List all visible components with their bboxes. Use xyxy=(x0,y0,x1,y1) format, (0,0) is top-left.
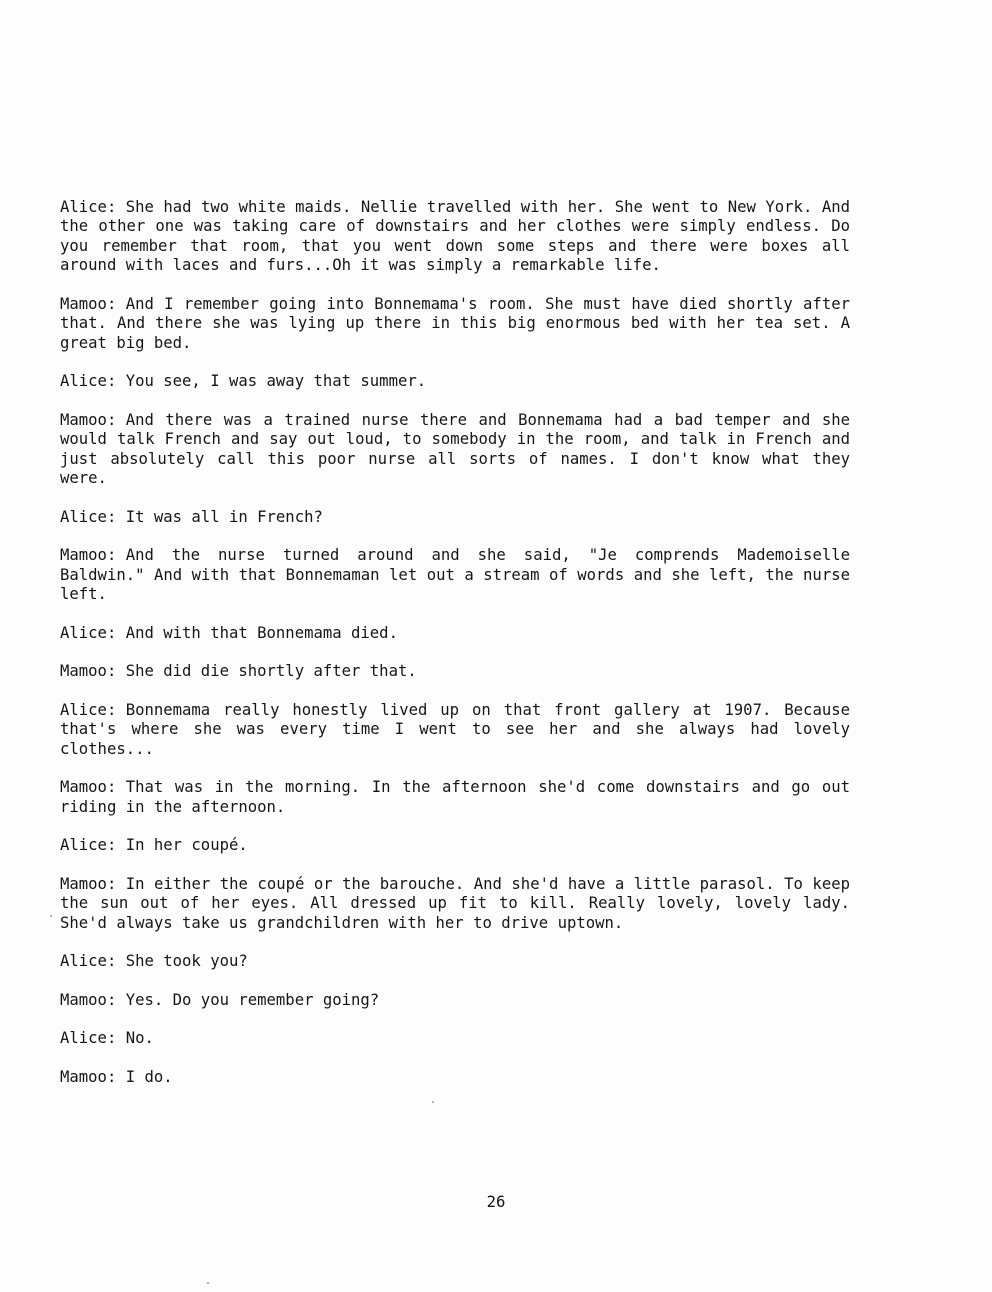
dialogue-text: In her coupé. xyxy=(125,836,248,855)
speaker-label: Mamoo: xyxy=(60,778,117,797)
speaker-label: Mamoo: xyxy=(60,546,117,565)
transcript-paragraph xyxy=(60,1068,850,1087)
transcript-paragraph xyxy=(60,991,850,1010)
speaker-label: Mamoo: xyxy=(60,294,117,313)
speaker-label: Mamoo: xyxy=(60,410,117,429)
dialogue-text: She took you? xyxy=(125,952,248,971)
dialogue-text: She had two white maids. Nellie travelled with her. She went to New York. And the other one was taking care of downstairs and her clothes were simply endless. Do you remember that room, that you went down some steps and there were boxes all around with laces and furs...Oh it was simply a remarkable life. xyxy=(60,198,850,275)
speaker-label: Mamoo: xyxy=(60,990,117,1009)
transcript-paragraph xyxy=(60,952,850,971)
transcript-paragraph xyxy=(60,198,850,276)
page-number: 26 xyxy=(486,1193,506,1211)
dialogue-text: Bonnemama really honestly lived up on that front gallery at 1907. Because that's where she was every time I went to see her and she always had lovely clothes... xyxy=(60,700,850,758)
transcript-paragraph xyxy=(60,836,850,855)
transcript-paragraph xyxy=(60,411,850,489)
transcript-paragraph xyxy=(60,701,850,759)
interview-transcript xyxy=(60,198,850,1107)
dialogue-text: Yes. Do you remember going? xyxy=(125,990,380,1009)
transcript-paragraph xyxy=(60,546,850,604)
dialogue-text: You see, I was away that summer. xyxy=(125,372,427,391)
dialogue-text: She did die shortly after that. xyxy=(125,662,417,681)
speaker-label: Mamoo: xyxy=(60,1068,117,1086)
speaker-label: Alice: xyxy=(60,1029,117,1048)
speaker-label: Alice: xyxy=(60,623,117,642)
dialogue-text: That was in the morning. In the afternoon she'd come downstairs and go out riding in the afternoon. xyxy=(60,778,850,816)
speaker-label: Alice: xyxy=(60,372,117,391)
speaker-label: Mamoo: xyxy=(60,662,117,681)
transcript-paragraph xyxy=(60,295,850,353)
transcript-paragraph xyxy=(60,778,850,817)
dialogue-text: In either the coupé or the barouche. And she'd have a little parasol. To keep the sun out of her eyes. All dressed up fit to kill. Really lovely, lovely lady. She'd always take us grandchildren with her to drive uptown. xyxy=(60,874,850,932)
speaker-label: Alice: xyxy=(60,836,117,855)
scan-speck xyxy=(207,1282,209,1284)
speaker-label: Alice: xyxy=(60,952,117,971)
dialogue-text: And the nurse turned around and she said, "Je comprends Mademoiselle Baldwin." And with that Bonnemaman let out a stream of words and she left, the nurse left. xyxy=(60,546,850,604)
dialogue-text: No. xyxy=(125,1029,154,1048)
transcript-paragraph xyxy=(60,624,850,643)
speaker-label: Alice: xyxy=(60,700,117,719)
dialogue-text: It was all in French? xyxy=(125,507,323,526)
transcript-paragraph xyxy=(60,508,850,527)
speaker-label: Alice: xyxy=(60,198,117,216)
scan-speck xyxy=(50,915,52,917)
dialogue-text: And I remember going into Bonnemama's room. She must have died shortly after that. And there she was lying up there in this big enormous bed with her tea set. A great big bed. xyxy=(60,294,850,352)
speaker-label: Alice: xyxy=(60,507,117,526)
scan-speck xyxy=(432,1101,434,1103)
dialogue-text: And there was a trained nurse there and Bonnemama had a bad temper and she would talk French and say out loud, to somebody in the room, and talk in French and just absolutely call this poor nurse all sorts of names. I don't know what they were. xyxy=(60,410,850,488)
transcript-paragraph xyxy=(60,1029,850,1048)
transcript-paragraph xyxy=(60,372,850,391)
dialogue-text: And with that Bonnemama died. xyxy=(125,623,398,642)
speaker-label: Mamoo: xyxy=(60,874,117,893)
dialogue-text: I do. xyxy=(125,1068,173,1086)
transcript-paragraph xyxy=(60,875,850,933)
transcript-paragraph xyxy=(60,662,850,681)
